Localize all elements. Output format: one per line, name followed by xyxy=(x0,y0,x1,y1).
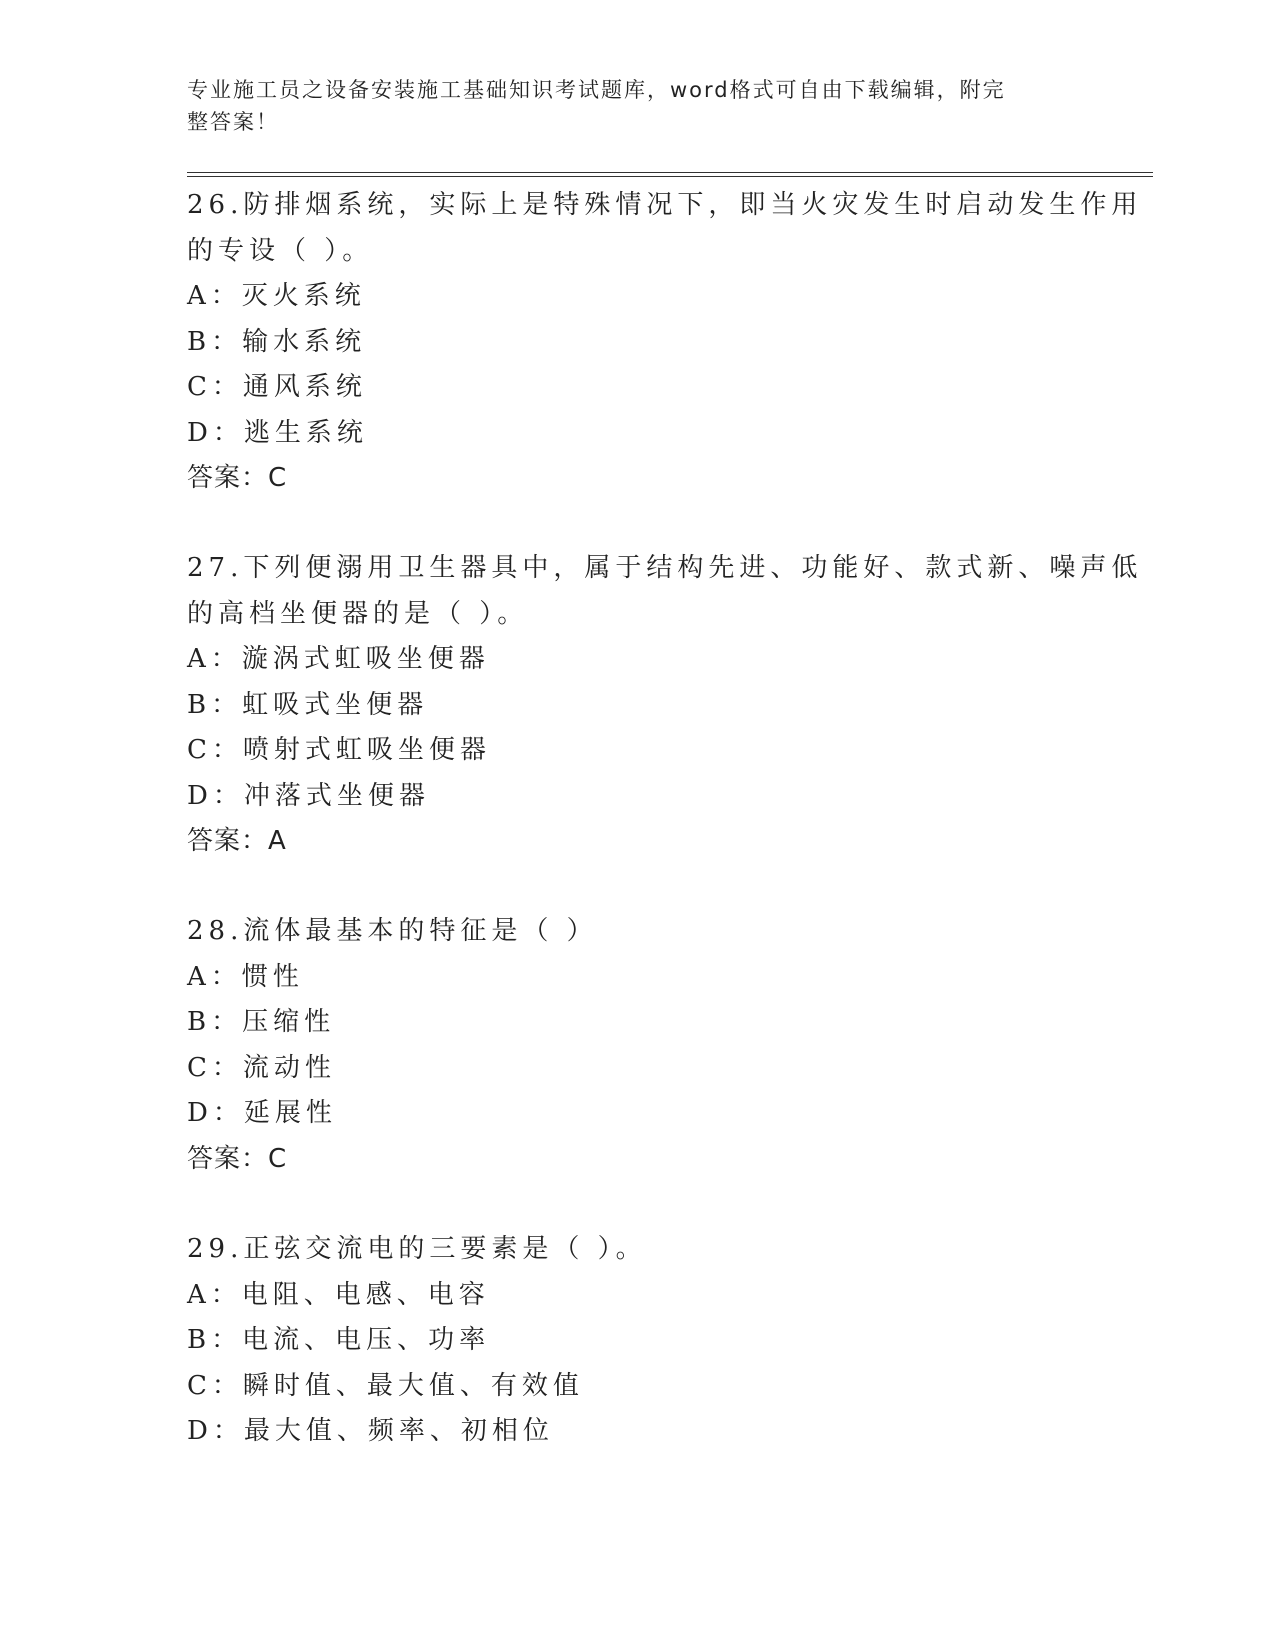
option-d: D：逃生系统 xyxy=(187,417,368,448)
option-c: C：喷射式虹吸坐便器 xyxy=(187,735,491,765)
question-stem: 28.流体最基本的特征是（ ） xyxy=(187,916,598,946)
question-26 xyxy=(187,183,1143,502)
header-line-2: 整答案！ xyxy=(187,110,279,134)
header-divider-bottom xyxy=(187,176,1153,177)
option-a: A：电阻、电感、电容 xyxy=(187,1279,490,1310)
option-c: C：流动性 xyxy=(187,1052,336,1083)
question-stem: 26.防排烟系统，实际上是特殊情况下，即当火灾发生时启动发生作用 xyxy=(187,190,1143,220)
option-d: D：延展性 xyxy=(187,1098,337,1128)
option-d: D：冲落式坐便器 xyxy=(187,780,430,811)
question-stem-continued: 的高档坐便器的是（ ）。 xyxy=(187,598,529,629)
question-27 xyxy=(187,546,1143,865)
option-b: B：压缩性 xyxy=(187,1007,336,1037)
answer: 答案：C xyxy=(187,463,288,493)
option-b: B：虹吸式坐便器 xyxy=(187,689,429,720)
option-b: B：电流、电压、功率 xyxy=(187,1325,491,1355)
option-a: A：惯性 xyxy=(187,961,304,992)
header-line-1: 专业施工员之设备安装施工基础知识考试题库，word格式可自由下载编辑，附完 xyxy=(187,78,1006,102)
option-b: B：输水系统 xyxy=(187,326,367,357)
question-stem: 29.正弦交流电的三要素是（ ）。 xyxy=(187,1234,647,1264)
option-c: C：瞬时值、最大值、有效值 xyxy=(187,1370,584,1401)
option-a: A：灭火系统 xyxy=(187,281,366,311)
option-d: D：最大值、频率、初相位 xyxy=(187,1416,554,1446)
question-stem-continued: 的专设（ ）。 xyxy=(187,235,374,266)
answer: 答案：C xyxy=(187,1143,288,1174)
question-29 xyxy=(187,1227,1087,1455)
header-divider-top xyxy=(187,172,1153,173)
answer: 答案：A xyxy=(187,826,287,856)
question-28 xyxy=(187,909,1087,1182)
option-c: C：通风系统 xyxy=(187,372,367,402)
question-stem: 27.下列便溺用卫生器具中，属于结构先进、功能好、款式新、噪声低 xyxy=(187,553,1143,583)
option-a: A：漩涡式虹吸坐便器 xyxy=(187,644,490,674)
document-header xyxy=(187,74,1067,138)
